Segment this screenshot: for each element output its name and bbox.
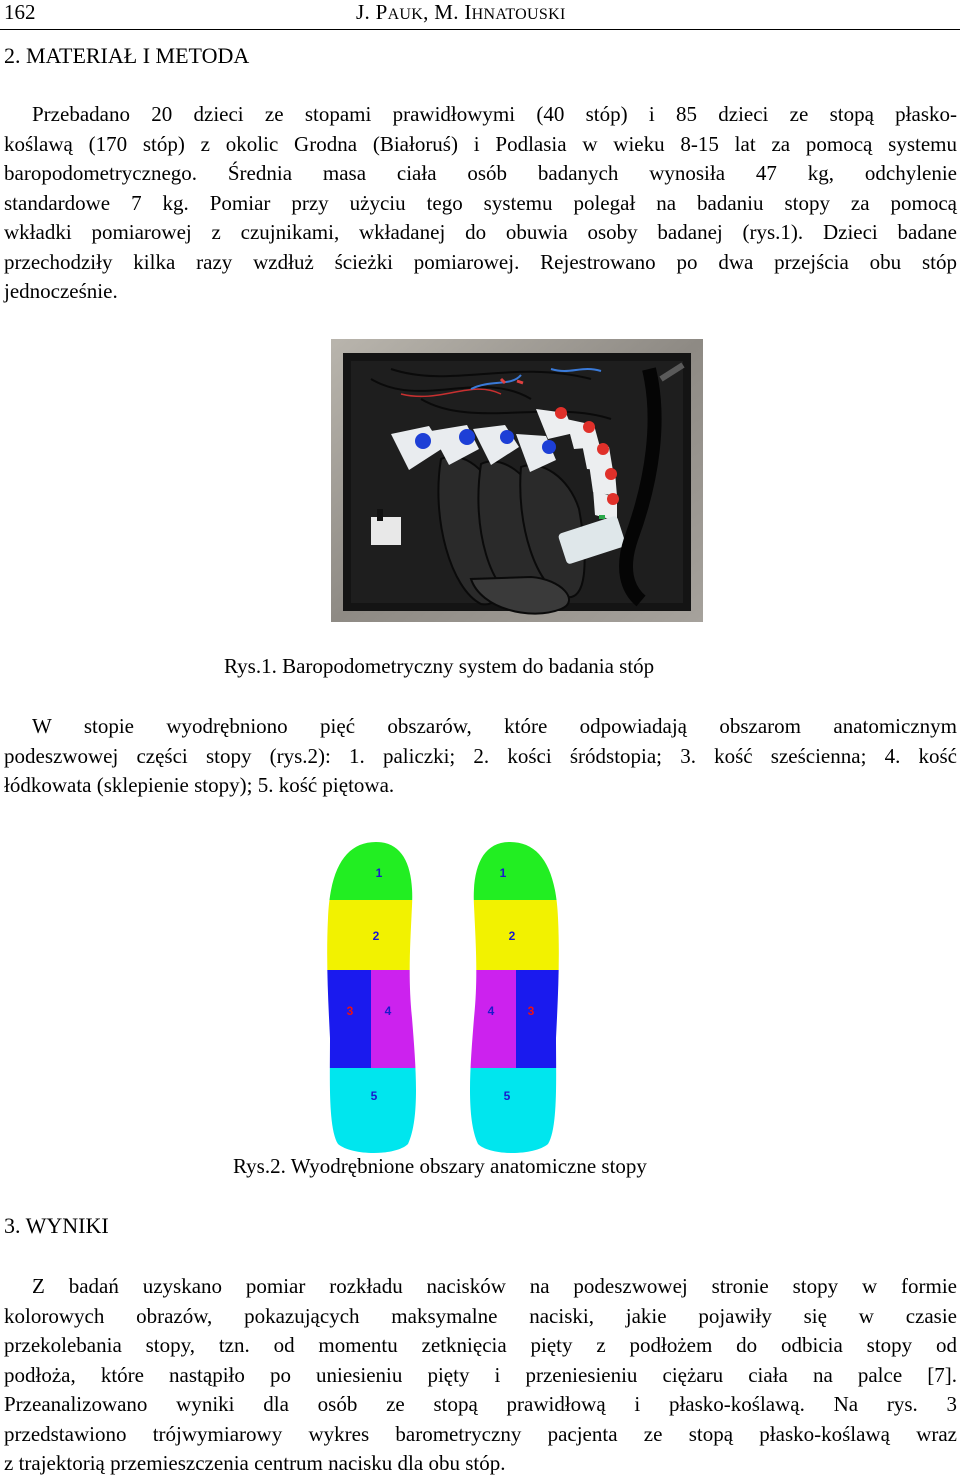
- paragraph-line: W stopie wyodrębniono pięć obszarów, które odpowiadają obszarom anatomicznym: [32, 714, 957, 738]
- page-number: 162: [4, 0, 36, 24]
- section-heading-material-metoda: 2. MATERIAŁ I METODA: [4, 43, 250, 68]
- paragraph-line: Z badań uzyskano pomiar rozkładu nacisków na podeszwowej stronie stopy w formie: [32, 1274, 957, 1298]
- right-label-5: 5: [503, 1089, 511, 1103]
- paragraph-line: baropodometrycznego. Średnia masa ciała osób badanych wynosiła 47 kg, odchylenie: [4, 161, 957, 185]
- right-zone-4: [456, 970, 516, 1068]
- paragraph-line: standardowe 7 kg. Pomiar przy użyciu tego systemu polegał na badaniu stopy za pomocą: [4, 190, 957, 215]
- paragraph-results: [4, 1272, 957, 1479]
- figure-foot-regions: [316, 838, 570, 1158]
- right-label-2: 2: [508, 929, 516, 943]
- paragraph-line: wkładki pomiarowej z czujnikami, wkładanej do obuwia osoby badanej (rys.1). Dzieci badane: [4, 220, 957, 244]
- left-label-3: 3: [346, 1004, 354, 1018]
- left-zone-3: [316, 970, 371, 1068]
- header-rule: [0, 29, 960, 30]
- paragraph-line: jednocześnie.: [4, 279, 118, 303]
- paragraph-line: Przeanalizowano wyniki dla osób ze stopą prawidłową i płasko-koślawą. Na rys. 3: [4, 1392, 957, 1416]
- figure1-caption: Rys.1. Baropodometryczny system do badania stóp: [224, 654, 655, 678]
- right-label-3: 3: [527, 1004, 535, 1018]
- left-label-2: 2: [372, 929, 380, 943]
- left-label-4: 4: [384, 1004, 392, 1018]
- paragraph-line: przedstawiono trójwymiarowy wykres barometryczny pacjenta ze stopą płasko-koślawą wraz: [4, 1421, 957, 1446]
- left-label-5: 5: [370, 1089, 378, 1103]
- left-label-1: 1: [375, 866, 383, 880]
- paragraph-line: koślawą (170 stóp) z okolic Grodna (Białoruś) i Podlasia w wieku 8-15 lat za pomocą systemu: [4, 131, 957, 156]
- figure2-caption: Rys.2. Wyodrębnione obszary anatomiczne stopy: [233, 1154, 647, 1178]
- right-label-1: 1: [499, 866, 507, 880]
- paragraph-regions: [4, 712, 957, 801]
- paragraph-line: przechodziły kilka razy wzdłuż ścieżki pomiarowej. Rejestrowano po dwa przejścia obu stóp: [4, 249, 957, 274]
- right-zone-3: [516, 970, 570, 1068]
- figure-photo-baropodometric-system: [331, 339, 703, 622]
- paragraph-line: podeszwowej części stopy (rys.2): 1. paliczki; 2. kości śródstopia; 3. kość sześcienna; 4. kość: [4, 743, 957, 768]
- right-label-4: 4: [487, 1004, 495, 1018]
- paragraph-line: z trajektorią przemieszczenia centrum nacisku dla obu stóp.: [4, 1451, 506, 1475]
- running-head: J. PAUK, M. IHNATOUSKI: [356, 0, 566, 24]
- section-heading-wyniki: 3. WYNIKI: [4, 1213, 109, 1238]
- left-zone-4: [371, 970, 431, 1068]
- paragraph-line: kolorowych obrazów, pokazujących maksymalne naciski, jakie pojawiły się w czasie: [4, 1303, 957, 1328]
- paragraph-line: łódkowata (sklepienie stopy); 5. kość piętowa.: [4, 773, 395, 797]
- paragraph-line: Przebadano 20 dzieci ze stopami prawidłowymi (40 stóp) i 85 dzieci ze stopą płasko-: [32, 102, 957, 126]
- paragraph-line: przekolebania stopy, tzn. od momentu zetknięcia pięty z podłożem do odbicia stopy od: [4, 1333, 957, 1357]
- paragraph-methods: [4, 100, 957, 307]
- paragraph-line: podłoża, które nastąpiło po uniesieniu pięty i przeniesieniu ciężaru ciała na palce [7].: [4, 1362, 957, 1387]
